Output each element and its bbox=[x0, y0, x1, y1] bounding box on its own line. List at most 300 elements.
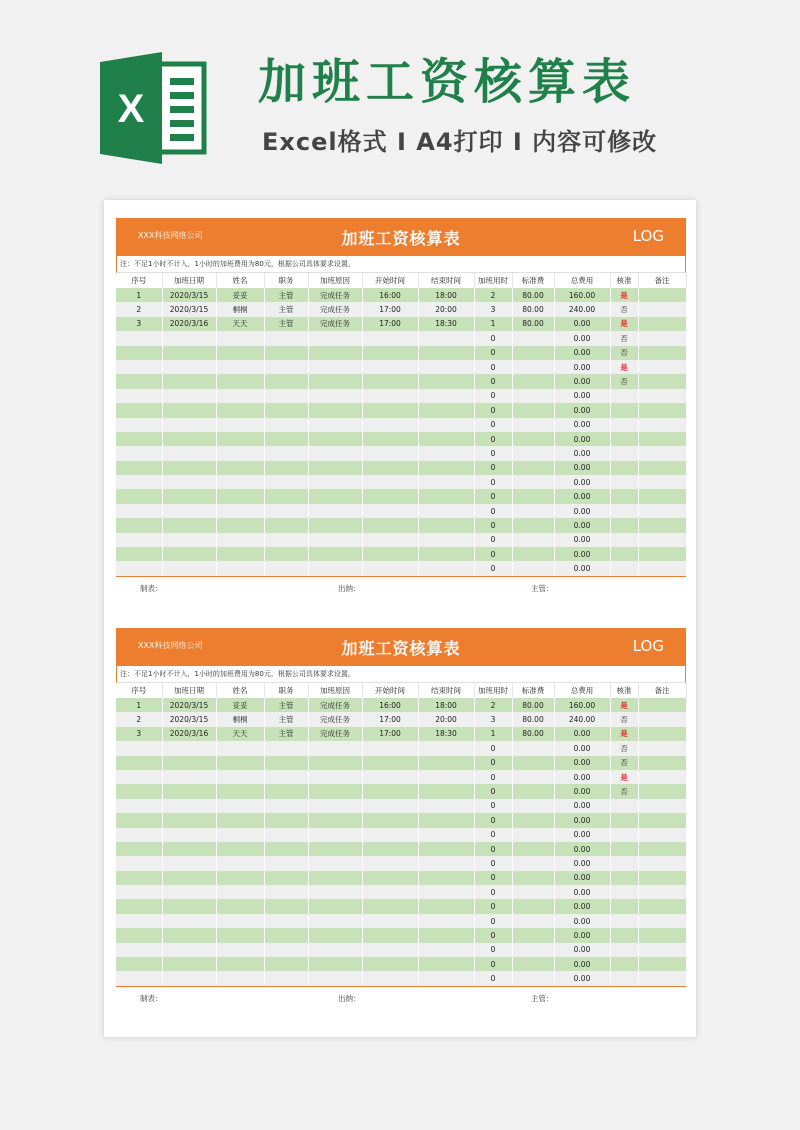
table-cell bbox=[362, 518, 418, 532]
table-cell bbox=[512, 432, 554, 446]
table-cell bbox=[264, 346, 308, 360]
excel-icon bbox=[100, 52, 210, 164]
table-row bbox=[116, 957, 686, 971]
table-row bbox=[116, 561, 686, 575]
table-cell bbox=[512, 518, 554, 532]
table-cell bbox=[512, 957, 554, 971]
table-cell bbox=[162, 971, 216, 985]
table-cell bbox=[162, 489, 216, 503]
table-cell bbox=[638, 770, 686, 784]
table-cell bbox=[216, 799, 264, 813]
table-cell bbox=[638, 346, 686, 360]
table-cell bbox=[216, 856, 264, 870]
company-name: XXX科技网络公司 bbox=[138, 231, 203, 240]
table-cell bbox=[116, 389, 162, 403]
table-cell: 17:00 bbox=[362, 727, 418, 741]
table-cell bbox=[216, 943, 264, 957]
table-cell: 0.00 bbox=[554, 971, 610, 985]
table-cell bbox=[610, 561, 638, 575]
table-cell bbox=[418, 432, 474, 446]
table-cell bbox=[638, 914, 686, 928]
table-cell: 2 bbox=[474, 698, 512, 712]
table-cell bbox=[610, 828, 638, 842]
table-cell bbox=[418, 914, 474, 928]
table-cell: 1 bbox=[474, 727, 512, 741]
table-cell bbox=[638, 856, 686, 870]
table-row bbox=[116, 418, 686, 432]
table-cell bbox=[162, 461, 216, 475]
table-cell: 80.00 bbox=[512, 727, 554, 741]
table-cell bbox=[162, 346, 216, 360]
table-cell bbox=[418, 943, 474, 957]
table-cell bbox=[362, 971, 418, 985]
table-cell bbox=[308, 770, 362, 784]
table-cell bbox=[264, 418, 308, 432]
table-cell: 完成任务 bbox=[308, 698, 362, 712]
table-cell bbox=[610, 899, 638, 913]
table-cell bbox=[116, 518, 162, 532]
table-cell bbox=[418, 489, 474, 503]
table-cell bbox=[308, 957, 362, 971]
table-cell bbox=[610, 403, 638, 417]
table-cell bbox=[216, 928, 264, 942]
table-cell bbox=[216, 871, 264, 885]
table-cell bbox=[638, 360, 686, 374]
table-cell bbox=[638, 504, 686, 518]
table-cell: 18:30 bbox=[418, 727, 474, 741]
table-cell bbox=[264, 504, 308, 518]
table-cell bbox=[610, 842, 638, 856]
table-cell: 主管 bbox=[264, 317, 308, 331]
table-cell bbox=[216, 784, 264, 798]
table-cell bbox=[512, 799, 554, 813]
company-name: XXX科技网络公司 bbox=[138, 641, 203, 650]
table-cell: 0.00 bbox=[554, 943, 610, 957]
table-cell bbox=[264, 914, 308, 928]
table-cell bbox=[512, 756, 554, 770]
table-cell bbox=[638, 871, 686, 885]
table-cell bbox=[418, 518, 474, 532]
sheet-1 bbox=[116, 218, 686, 599]
table-cell: 主管 bbox=[264, 288, 308, 302]
table-cell: 0 bbox=[474, 928, 512, 942]
table-cell bbox=[216, 770, 264, 784]
table-cell bbox=[638, 331, 686, 345]
table-cell bbox=[308, 871, 362, 885]
table-row bbox=[116, 346, 686, 360]
table-cell bbox=[162, 842, 216, 856]
table-cell: 17:00 bbox=[362, 302, 418, 316]
table-cell: 完成任务 bbox=[308, 712, 362, 726]
table-cell: 0.00 bbox=[554, 346, 610, 360]
table-cell bbox=[116, 899, 162, 913]
table-cell bbox=[264, 561, 308, 575]
table-cell bbox=[418, 899, 474, 913]
table-cell bbox=[638, 475, 686, 489]
table-cell: 0.00 bbox=[554, 756, 610, 770]
table-header-row bbox=[116, 683, 686, 698]
table-cell bbox=[418, 561, 474, 575]
table-cell bbox=[638, 842, 686, 856]
table-cell bbox=[638, 799, 686, 813]
maker-label: 制表： bbox=[140, 993, 163, 1003]
table-cell: 天天 bbox=[216, 317, 264, 331]
table-cell: 否 bbox=[610, 331, 638, 345]
table-cell bbox=[418, 813, 474, 827]
table-cell: 0.00 bbox=[554, 446, 610, 460]
table-cell bbox=[308, 547, 362, 561]
table-cell bbox=[512, 533, 554, 547]
table-cell bbox=[116, 489, 162, 503]
table-cell bbox=[308, 331, 362, 345]
table-cell bbox=[638, 547, 686, 561]
table-cell bbox=[116, 784, 162, 798]
table-cell bbox=[162, 374, 216, 388]
table-row bbox=[116, 504, 686, 518]
table-cell bbox=[162, 418, 216, 432]
table-cell bbox=[308, 799, 362, 813]
table-cell: 0 bbox=[474, 813, 512, 827]
table-cell bbox=[362, 561, 418, 575]
table-cell bbox=[512, 374, 554, 388]
table-cell bbox=[308, 533, 362, 547]
table-cell bbox=[418, 799, 474, 813]
overtime-table bbox=[116, 273, 687, 576]
table-cell bbox=[116, 418, 162, 432]
table-cell bbox=[116, 403, 162, 417]
table-cell: 0.00 bbox=[554, 914, 610, 928]
table-cell bbox=[418, 389, 474, 403]
table-cell bbox=[638, 828, 686, 842]
table-cell bbox=[638, 957, 686, 971]
table-cell: 17:00 bbox=[362, 317, 418, 331]
table-cell: 0 bbox=[474, 331, 512, 345]
table-row bbox=[116, 928, 686, 942]
table-cell bbox=[308, 346, 362, 360]
column-header: 序号 bbox=[116, 273, 162, 288]
table-cell: 2 bbox=[116, 302, 162, 316]
table-cell bbox=[162, 432, 216, 446]
table-cell bbox=[216, 489, 264, 503]
table-cell bbox=[362, 885, 418, 899]
table-cell bbox=[638, 698, 686, 712]
table-header-row bbox=[116, 273, 686, 288]
table-cell: 20:00 bbox=[418, 302, 474, 316]
table-cell bbox=[362, 489, 418, 503]
table-cell: 3 bbox=[474, 302, 512, 316]
table-cell bbox=[264, 403, 308, 417]
table-cell: 0 bbox=[474, 842, 512, 856]
column-header: 开始时间 bbox=[362, 683, 418, 698]
table-cell: 完成任务 bbox=[308, 288, 362, 302]
table-cell bbox=[512, 871, 554, 885]
table-row bbox=[116, 288, 686, 302]
table-cell bbox=[116, 331, 162, 345]
table-cell: 0 bbox=[474, 360, 512, 374]
table-cell bbox=[610, 418, 638, 432]
table-cell: 0.00 bbox=[554, 871, 610, 885]
table-cell bbox=[512, 899, 554, 913]
table-cell: 20:00 bbox=[418, 712, 474, 726]
table-row bbox=[116, 403, 686, 417]
table-cell: 0 bbox=[474, 561, 512, 575]
column-header: 职务 bbox=[264, 683, 308, 698]
table-cell bbox=[512, 489, 554, 503]
note-text: 注：不足1小时不计入，1小时的加班费用为80元，根据公司具体要求设置。 bbox=[116, 256, 686, 273]
maker-label: 制表： bbox=[140, 583, 163, 593]
table-cell: 是 bbox=[610, 770, 638, 784]
table-cell: 18:00 bbox=[418, 288, 474, 302]
table-cell: 否 bbox=[610, 302, 638, 316]
table-cell bbox=[162, 856, 216, 870]
table-cell bbox=[610, 957, 638, 971]
table-cell bbox=[362, 813, 418, 827]
table-cell: 0 bbox=[474, 446, 512, 460]
table-cell bbox=[162, 914, 216, 928]
table-cell bbox=[418, 871, 474, 885]
table-cell: 0 bbox=[474, 518, 512, 532]
table-cell bbox=[162, 928, 216, 942]
table-cell: 0 bbox=[474, 971, 512, 985]
table-cell bbox=[116, 374, 162, 388]
table-cell: 0.00 bbox=[554, 899, 610, 913]
table-cell: 0.00 bbox=[554, 533, 610, 547]
table-cell bbox=[512, 741, 554, 755]
table-cell: 0 bbox=[474, 432, 512, 446]
table-cell: 0 bbox=[474, 871, 512, 885]
table-cell bbox=[418, 331, 474, 345]
table-cell bbox=[362, 784, 418, 798]
table-cell: 妥妥 bbox=[216, 698, 264, 712]
table-row bbox=[116, 461, 686, 475]
table-cell bbox=[264, 446, 308, 460]
table-cell bbox=[216, 389, 264, 403]
table-cell: 0.00 bbox=[554, 813, 610, 827]
table-row bbox=[116, 971, 686, 985]
table-cell bbox=[264, 756, 308, 770]
column-header: 加班原因 bbox=[308, 683, 362, 698]
table-cell bbox=[638, 712, 686, 726]
table-row bbox=[116, 475, 686, 489]
table-cell: 0 bbox=[474, 957, 512, 971]
table-cell bbox=[116, 871, 162, 885]
table-cell bbox=[362, 374, 418, 388]
table-cell: 0.00 bbox=[554, 561, 610, 575]
supervisor-label: 主管： bbox=[531, 993, 554, 1003]
table-cell bbox=[638, 885, 686, 899]
table-cell: 0 bbox=[474, 943, 512, 957]
table-cell bbox=[308, 856, 362, 870]
table-cell bbox=[216, 828, 264, 842]
table-cell bbox=[308, 828, 362, 842]
table-cell bbox=[162, 899, 216, 913]
table-cell: 0 bbox=[474, 389, 512, 403]
table-cell bbox=[362, 914, 418, 928]
table-cell bbox=[308, 928, 362, 942]
table-cell: 妥妥 bbox=[216, 288, 264, 302]
table-cell: 2 bbox=[474, 288, 512, 302]
table-cell bbox=[512, 461, 554, 475]
table-cell: 240.00 bbox=[554, 302, 610, 316]
table-cell bbox=[162, 871, 216, 885]
table-cell bbox=[116, 828, 162, 842]
table-cell bbox=[216, 547, 264, 561]
table-cell bbox=[216, 533, 264, 547]
table-cell bbox=[418, 741, 474, 755]
table-cell bbox=[216, 957, 264, 971]
table-cell: 桐桐 bbox=[216, 712, 264, 726]
sheet-header bbox=[116, 628, 686, 666]
table-row bbox=[116, 799, 686, 813]
table-cell bbox=[638, 461, 686, 475]
table-cell bbox=[264, 461, 308, 475]
table-cell bbox=[362, 756, 418, 770]
table-cell: 2020/3/15 bbox=[162, 302, 216, 316]
table-cell bbox=[610, 504, 638, 518]
table-row bbox=[116, 698, 686, 712]
table-cell bbox=[418, 547, 474, 561]
table-cell: 16:00 bbox=[362, 288, 418, 302]
column-header: 加班用时 bbox=[474, 683, 512, 698]
table-cell: 主管 bbox=[264, 727, 308, 741]
table-cell: 0 bbox=[474, 741, 512, 755]
table-cell bbox=[512, 346, 554, 360]
table-cell: 否 bbox=[610, 741, 638, 755]
table-cell bbox=[418, 928, 474, 942]
table-cell bbox=[512, 547, 554, 561]
table-row bbox=[116, 533, 686, 547]
table-cell bbox=[418, 504, 474, 518]
table-cell bbox=[418, 374, 474, 388]
table-cell bbox=[162, 360, 216, 374]
table-cell bbox=[362, 899, 418, 913]
table-row bbox=[116, 899, 686, 913]
column-header: 职务 bbox=[264, 273, 308, 288]
table-cell bbox=[418, 784, 474, 798]
table-cell bbox=[308, 489, 362, 503]
table-cell: 80.00 bbox=[512, 317, 554, 331]
table-cell bbox=[362, 418, 418, 432]
table-cell bbox=[162, 331, 216, 345]
table-cell bbox=[216, 741, 264, 755]
table-cell bbox=[308, 432, 362, 446]
table-cell bbox=[638, 389, 686, 403]
table-cell bbox=[610, 461, 638, 475]
table-cell bbox=[362, 547, 418, 561]
table-cell bbox=[362, 871, 418, 885]
table-cell bbox=[638, 288, 686, 302]
table-cell: 完成任务 bbox=[308, 727, 362, 741]
table-cell: 否 bbox=[610, 346, 638, 360]
table-cell bbox=[162, 770, 216, 784]
table-cell bbox=[512, 813, 554, 827]
table-cell bbox=[512, 446, 554, 460]
table-cell: 0.00 bbox=[554, 547, 610, 561]
table-cell: 0 bbox=[474, 475, 512, 489]
table-row bbox=[116, 943, 686, 957]
table-cell bbox=[162, 475, 216, 489]
table-cell bbox=[610, 432, 638, 446]
table-cell bbox=[512, 403, 554, 417]
table-cell bbox=[512, 856, 554, 870]
table-cell bbox=[362, 943, 418, 957]
table-cell: 0.00 bbox=[554, 518, 610, 532]
table-cell bbox=[216, 842, 264, 856]
table-cell bbox=[264, 741, 308, 755]
table-cell bbox=[264, 489, 308, 503]
signature-row bbox=[116, 576, 686, 599]
table-cell bbox=[512, 784, 554, 798]
table-row bbox=[116, 712, 686, 726]
table-cell: 0.00 bbox=[554, 885, 610, 899]
table-cell bbox=[162, 389, 216, 403]
table-cell: 0 bbox=[474, 856, 512, 870]
table-cell bbox=[216, 331, 264, 345]
table-cell: 0.00 bbox=[554, 727, 610, 741]
cashier-label: 出纳： bbox=[338, 583, 361, 593]
table-cell bbox=[638, 741, 686, 755]
column-header: 姓名 bbox=[216, 273, 264, 288]
table-cell bbox=[308, 842, 362, 856]
table-cell: 主管 bbox=[264, 698, 308, 712]
table-cell bbox=[638, 971, 686, 985]
cashier-label: 出纳： bbox=[338, 993, 361, 1003]
table-row bbox=[116, 374, 686, 388]
table-cell bbox=[308, 784, 362, 798]
table-cell bbox=[162, 784, 216, 798]
table-cell bbox=[116, 446, 162, 460]
column-header: 加班日期 bbox=[162, 683, 216, 698]
table-cell bbox=[418, 403, 474, 417]
table-cell bbox=[162, 741, 216, 755]
table-cell bbox=[512, 389, 554, 403]
table-cell bbox=[308, 360, 362, 374]
table-cell bbox=[362, 389, 418, 403]
table-row bbox=[116, 784, 686, 798]
table-cell bbox=[162, 561, 216, 575]
table-cell bbox=[610, 813, 638, 827]
table-cell bbox=[308, 561, 362, 575]
table-cell bbox=[610, 871, 638, 885]
table-cell bbox=[308, 504, 362, 518]
table-cell bbox=[116, 533, 162, 547]
column-header: 加班用时 bbox=[474, 273, 512, 288]
table-cell bbox=[162, 504, 216, 518]
table-cell: 17:00 bbox=[362, 712, 418, 726]
table-cell bbox=[216, 914, 264, 928]
table-cell bbox=[418, 360, 474, 374]
table-cell bbox=[512, 971, 554, 985]
table-cell bbox=[418, 475, 474, 489]
table-cell bbox=[418, 885, 474, 899]
table-cell bbox=[216, 756, 264, 770]
table-cell bbox=[216, 885, 264, 899]
column-header: 备注 bbox=[638, 273, 686, 288]
table-cell: 160.00 bbox=[554, 698, 610, 712]
column-header: 标准费 bbox=[512, 273, 554, 288]
table-cell bbox=[116, 561, 162, 575]
table-cell bbox=[216, 360, 264, 374]
table-cell: 2020/3/15 bbox=[162, 698, 216, 712]
table-cell: 0 bbox=[474, 885, 512, 899]
table-cell bbox=[362, 360, 418, 374]
table-cell bbox=[308, 446, 362, 460]
table-cell bbox=[418, 842, 474, 856]
table-cell bbox=[264, 331, 308, 345]
table-cell bbox=[116, 971, 162, 985]
column-header: 序号 bbox=[116, 683, 162, 698]
table-cell: 3 bbox=[116, 727, 162, 741]
